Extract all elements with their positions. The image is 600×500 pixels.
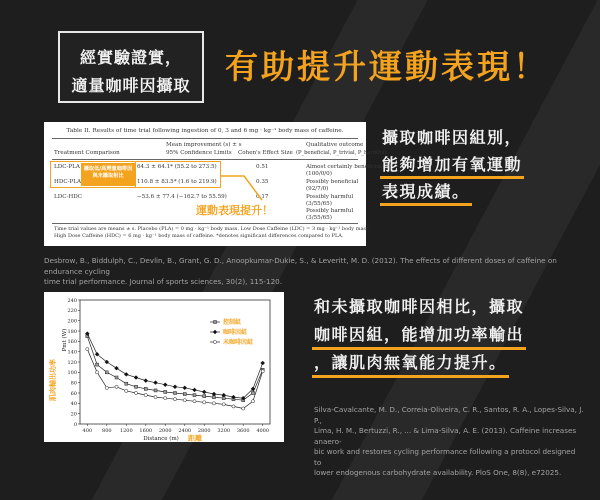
data-point <box>164 397 167 400</box>
data-point <box>174 392 177 395</box>
callout-label-line-1: 攝取低/高劑量咖啡因 <box>83 166 133 172</box>
header-qualitative: Qualitative outcome <box>306 142 364 148</box>
data-point <box>134 391 137 394</box>
x-tick-label: 2400 <box>178 428 192 434</box>
callout-result: 運動表現提升！ <box>196 204 273 217</box>
callout-arrow <box>44 122 366 246</box>
x-tick-label: 1600 <box>139 428 153 434</box>
finding-text-1-line-2: 能夠增加有氧運動 <box>382 151 522 178</box>
finding-text-1-line-3: 表現成績。 <box>382 178 522 205</box>
citation-1: Desbrow, B., Biddulph, C., Devlin, B., Grant, G. D., Anoopkumar-Dukie, S., & Leveritt, M. D. (2012). The effects of different doses of caffeine on endurance cycling time trial performance. Journal of sports sciences, 30(2), 115-120. <box>44 256 557 286</box>
x-tick-label: 3600 <box>236 428 250 434</box>
data-point <box>154 381 158 385</box>
legend-label: 咖啡因組 <box>223 329 248 337</box>
data-point <box>125 389 128 392</box>
y-tick-label: 100 <box>67 370 77 377</box>
y-tick-label: 180 <box>67 328 77 335</box>
legend-label: 未咖啡因組 <box>223 339 254 347</box>
data-point <box>124 372 128 376</box>
x-tick-label: 1200 <box>119 428 133 434</box>
data-point <box>105 371 108 374</box>
y-tick-label: 40 <box>70 401 77 408</box>
data-point <box>251 392 254 395</box>
x-tick-label: 400 <box>82 428 93 434</box>
data-point <box>173 398 176 401</box>
header-effect: Cohen's Effect Size <box>238 150 293 156</box>
data-point <box>86 347 89 350</box>
line-chart <box>44 292 284 442</box>
data-point <box>95 371 98 374</box>
finding-text-2-line-1: 和未攝取咖啡因相比，攝取 <box>314 297 525 316</box>
finding-text-2-line-3: ，讓肌肉無氧能力提升。 <box>314 349 524 377</box>
y-tick-label: 240 <box>67 297 77 304</box>
y-axis-label-zh: 肌肉輸出功率 <box>49 359 57 401</box>
x-tick-label: 800 <box>102 428 112 434</box>
legend-marker <box>213 330 217 334</box>
data-point <box>251 400 254 403</box>
data-point <box>115 385 118 388</box>
data-point <box>193 394 196 397</box>
y-axis-label: Pmt (W) <box>62 328 68 352</box>
data-point <box>163 383 167 387</box>
data-point <box>115 366 119 370</box>
y-tick-label: 80 <box>70 380 77 387</box>
data-point <box>193 400 196 403</box>
legend-label: 控制組 <box>223 319 242 327</box>
data-point <box>192 388 196 392</box>
x-axis-label-zh: 距離 <box>188 434 202 442</box>
data-point <box>164 390 167 393</box>
data-point <box>115 376 118 379</box>
y-tick-label: 0 <box>73 421 77 428</box>
data-point <box>173 385 177 389</box>
data-point <box>203 401 206 404</box>
table-footnote: Time trial values are means ± s. Placebo (PLA) = 0 mg · kg⁻¹ body mass, Low Dose Caffeine (LDC) = 3 mg · kg⁻¹ body mass, <box>54 226 371 232</box>
finding-text-1-line-1: 攝取咖啡因組別， <box>382 128 523 147</box>
table-footnote: High Dose Caffeine (HDC) = 6 mg · kg⁻¹ body mass of caffeine. *denotes significant differences compared to PLA. <box>54 233 344 239</box>
title-line-2: 適量咖啡因攝取 <box>71 76 191 95</box>
data-point <box>144 393 147 396</box>
callout-label-line-2: 與未攝取相比 <box>92 173 124 179</box>
data-point <box>222 403 225 406</box>
table-panel: Table II. Results of time trial following ingestion of 0, 3 and 6 mg · kg⁻¹ body mass of caffeine. Treatment Comparison Mean improvement (s) ± s 95% Confidence Limits Cohen's Effect Size Qualitative outcome (P_beneficial, P_trivial, P_harmful) LDC-PLA 64.3 ± 64.1* (55.2 to 273.5) 0.51 Almost certainly beneficial (100/0/0) HDC-PLA 110.8 ± 83.5* (1.6 to 219.9) 0.35 Possibly beneficial (92/7/0) LDC-HDC −53.6 ± 77.4 (−162.7 to 55.59) 0.17 Possibly harmful (3/55/65) Possibly harmful (3/55/65) Time trial values are means ± s. Placebo (PLA) = 0 mg · kg⁻¹ body mass, Low Dose Caffeine (LDC) = 3 mg · kg⁻¹ body mass, High Dose Caffeine (HDC) = 6 mg · kg⁻¹ body mass of caffeine. *denotes significant differences compared to PLA. 攝取低/高劑量咖啡因 與未攝取相比 運動表現提升！ <box>44 122 366 246</box>
data-point <box>144 387 147 390</box>
legend-marker <box>213 340 216 343</box>
data-point <box>134 376 138 380</box>
finding-text-2 <box>314 293 524 377</box>
x-tick-label: 4000 <box>256 428 270 434</box>
data-point <box>144 379 148 383</box>
data-point <box>261 370 264 373</box>
title-box <box>58 31 204 103</box>
header-probabilities: (P_beneficial, P_trivial, P_harmful) <box>296 150 387 156</box>
y-tick-label: 120 <box>67 359 77 366</box>
header-comparison: Treatment Comparison <box>54 150 120 156</box>
data-point <box>96 363 99 366</box>
y-tick-label: 200 <box>67 318 77 325</box>
table-caption: Table II. Results of time trial following ingestion of 0, 3 and 6 mg · kg⁻¹ body mass of caffeine. <box>66 128 344 134</box>
data-point <box>183 386 187 390</box>
data-point <box>183 393 186 396</box>
chart-panel <box>44 292 284 442</box>
headline: 有助提升運動表現！ <box>225 47 549 86</box>
data-point <box>154 389 157 392</box>
x-tick-label: 2000 <box>158 428 172 434</box>
data-point <box>203 395 206 398</box>
data-point <box>125 382 128 385</box>
data-point <box>242 407 245 410</box>
y-tick-label: 20 <box>70 411 77 418</box>
finding-text-2-line-2: 咖啡因組，能增加功率輸出 <box>314 321 524 349</box>
data-point <box>135 385 138 388</box>
x-axis-label: Distance (m) <box>143 436 179 442</box>
y-tick-label: 140 <box>67 349 77 356</box>
finding-text-1 <box>382 124 522 205</box>
x-tick-label: 3200 <box>217 428 231 434</box>
data-point <box>212 402 215 405</box>
data-point <box>154 396 157 399</box>
header-improvement: Mean improvement (s) ± s <box>166 142 242 148</box>
data-point <box>232 405 235 408</box>
y-tick-label: 60 <box>70 390 77 397</box>
data-point <box>261 361 265 365</box>
citation-2: Silva-Cavalcante, M. D., Correia-Oliveira, C. R., Santos, R. A., Lopes-Silva, J. P., Lima, H. M., Bertuzzi, R., ... & Lima-Silva, A. E. (2013). Caffeine increases anaero- bic work and restores cycling performance following a protocol designed to lower endogenous carbohydrate availability. PloS One, 8(8), e72025. <box>314 405 584 477</box>
title-line-1: 經實驗證實， <box>79 48 182 67</box>
data-point <box>105 386 108 389</box>
highlight-underline <box>312 375 509 378</box>
data-point <box>202 390 206 394</box>
legend-marker <box>214 321 217 324</box>
y-tick-label: 220 <box>67 308 77 315</box>
x-tick-label: 2800 <box>197 428 211 434</box>
y-tick-label: 160 <box>67 339 77 346</box>
highlight-underline <box>380 203 472 206</box>
header-confidence: 95% Confidence Limits <box>166 150 232 156</box>
data-point <box>183 399 186 402</box>
